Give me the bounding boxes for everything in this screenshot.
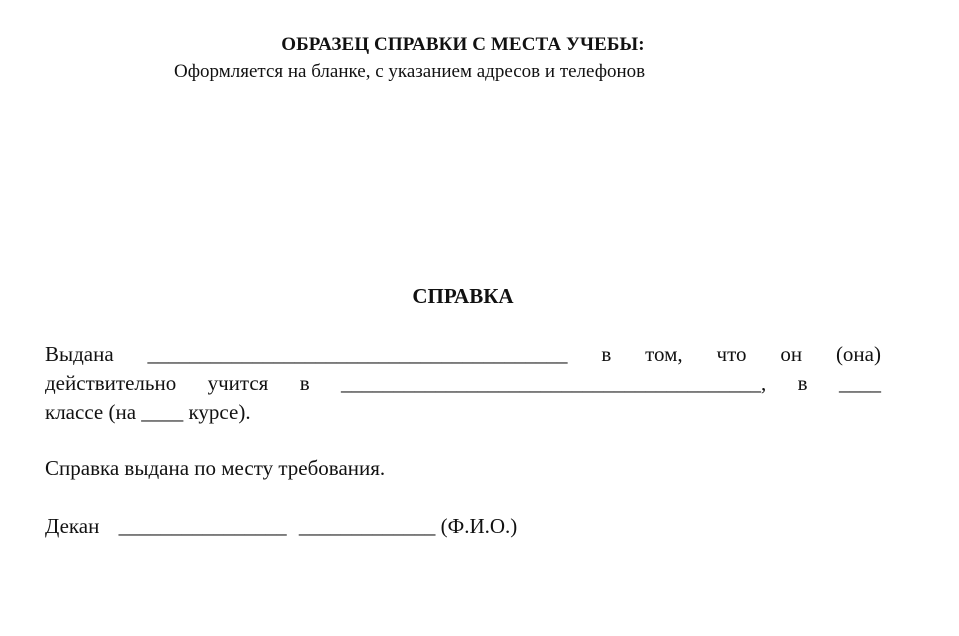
- document-title: СПРАВКА: [412, 284, 514, 308]
- word: Выдана: [45, 342, 114, 366]
- word: что: [716, 342, 747, 366]
- word: (она): [835, 342, 881, 366]
- name-blank: _____________: [298, 514, 436, 538]
- text-line-4: Справка выдана по месту требования.: [45, 456, 386, 480]
- word: в: [601, 342, 612, 366]
- dean-label: Декан: [45, 514, 100, 538]
- text-line-1: [45, 340, 881, 368]
- text-line-3: классе (на ____ курсе).: [45, 400, 251, 424]
- header-subtitle: Оформляется на бланке, с указанием адресов и телефонов: [174, 61, 646, 82]
- institution-blank: ________________________________________,: [341, 371, 767, 395]
- signature-blank: ________________: [118, 514, 287, 538]
- grade-blank: ____: [838, 371, 881, 395]
- word: в: [797, 371, 808, 395]
- name-blank: ________________________________________: [147, 342, 568, 366]
- text-line-2: [45, 369, 881, 397]
- word: он: [780, 342, 803, 366]
- word: том,: [645, 342, 683, 366]
- word: учится: [207, 371, 269, 395]
- word: в: [299, 371, 310, 395]
- fio-label: (Ф.И.О.): [440, 514, 518, 538]
- word: действительно: [45, 371, 177, 395]
- header-title: ОБРАЗЕЦ СПРАВКИ С МЕСТА УЧЕБЫ:: [281, 34, 645, 55]
- signature-line: [45, 512, 881, 540]
